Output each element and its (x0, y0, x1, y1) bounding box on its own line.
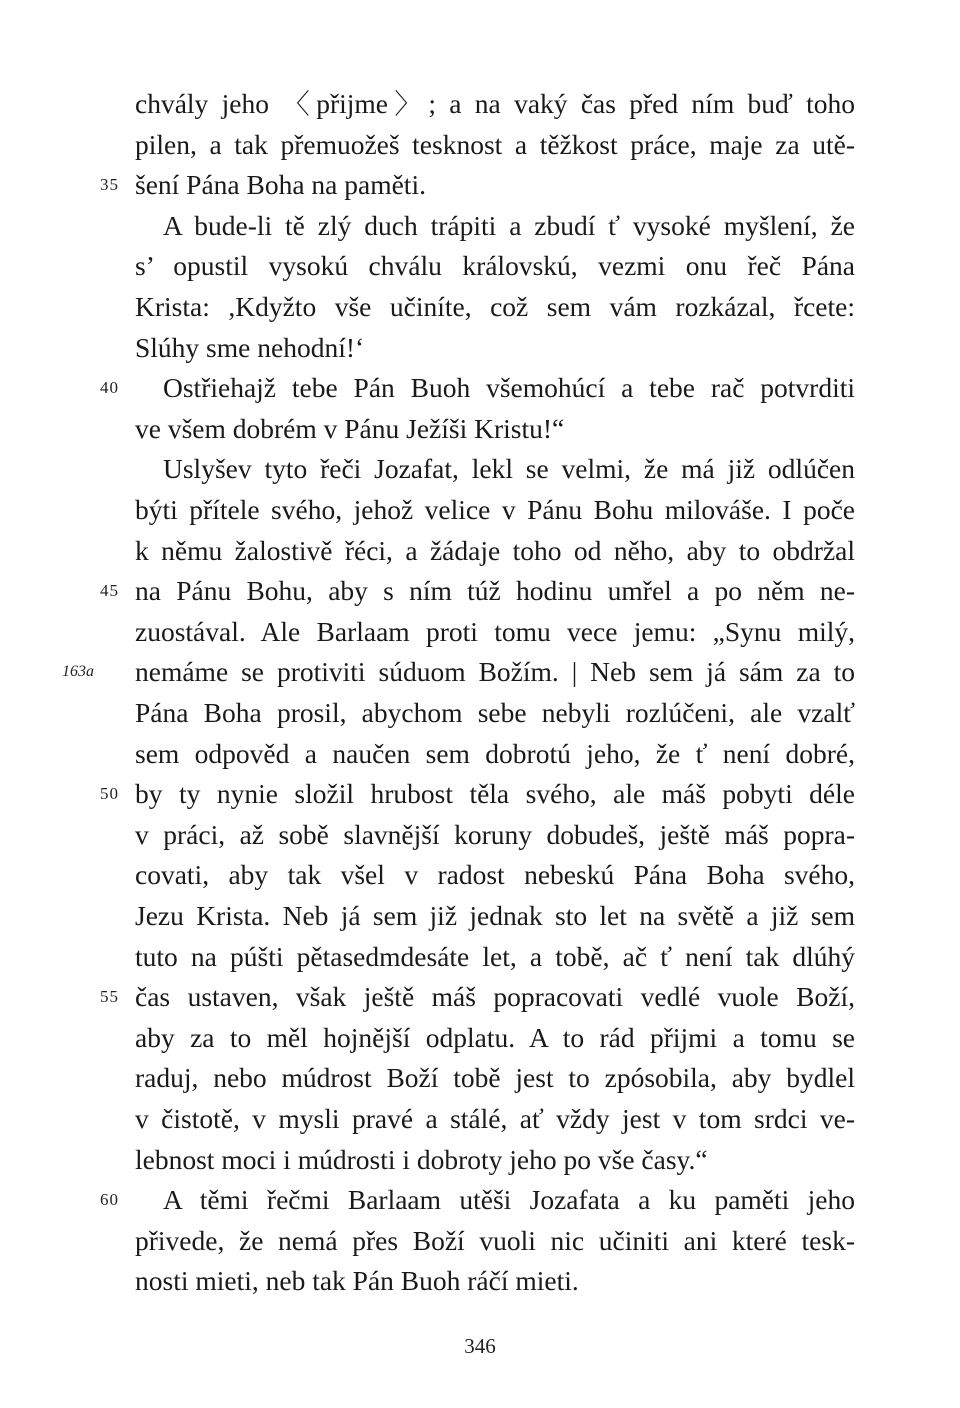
text-line: zuostával. Ale Barlaam proti tomu vece jemu: „Synu milý, (135, 615, 855, 647)
text-line: chvály jeho 〈přijme〉; a na vaký čas před ním buď toho (135, 88, 855, 119)
text-line: A těmi řečmi Barlaam utěši Jozafata a ku paměti jeho (163, 1184, 855, 1216)
text-line: býti přítele svého, jehož velice v Pánu Bohu milováše. I poče (135, 494, 855, 525)
text-line: by ty nynie složil hrubost těla svého, ale máš pobyti déle (135, 778, 855, 810)
line-number: 35 (100, 175, 119, 195)
text-line: ve všem dobrém v Pánu Ježíši Kristu!“ (135, 412, 565, 444)
text-line: raduj, nebo múdrost Boží tobě jest to zpósobila, aby bydlel (135, 1062, 855, 1094)
text-line: Pána Boha prosil, abychom sebe nebyli rozlúčeni, ale vzalť (135, 697, 855, 728)
line-number: 50 (100, 784, 119, 804)
text-line: čas ustaven, však ještě máš popracovati vedlé vuole Boží, (135, 981, 855, 1013)
margin-folio-reference: 163a (62, 663, 94, 681)
text-line: v práci, až sobě slavnější koruny dobudeš, ještě máš popra- (135, 818, 855, 850)
line-number: 55 (100, 987, 119, 1007)
page-number: 346 (464, 1334, 496, 1358)
text-line: na Pánu Bohu, aby s ním túž hodinu umřel a po něm ne- (135, 575, 855, 607)
text-line: tuto na púšti pětasedmdesáte let, a tobě, ač ť není tak dlúhý (135, 940, 855, 972)
text-line: sem odpověd a naučen sem dobrotú jeho, že ť není dobré, (135, 737, 855, 769)
text-line: šení Pána Boha na paměti. (135, 169, 426, 201)
text-line: nosti mieti, neb tak Pán Buoh ráčí mieti. (135, 1265, 579, 1297)
text-line: nemáme se protiviti súduom Božím. | Neb sem já sám za to (135, 656, 855, 688)
text-line: Krista: ,Kdyžto vše učiníte, což sem vám rozkázal, řcete: (135, 291, 855, 322)
text-line: Ostřiehajž tebe Pán Buoh všemohúcí a tebe rač potvrditi (163, 372, 855, 404)
text-line: Uslyšev tyto řeči Jozafat, lekl se velmi, že má již odlúčen (163, 453, 855, 485)
line-number: 60 (100, 1190, 119, 1210)
text-line: Jezu Krista. Neb já sem již jednak sto let na světě a již sem (135, 900, 855, 931)
text-line: pilen, a tak přemuožeš tesknost a těžkost práce, maje za utě- (135, 128, 855, 160)
text-line: k němu žalostivě řéci, a žádaje toho od něho, aby to obdržal (135, 534, 855, 566)
text-line: Slúhy sme nehodní!‘ (135, 331, 365, 363)
text-line: přivede, že nemá přes Boží vuoli nic učiniti ani které tesk- (135, 1224, 855, 1256)
text-line: aby za to měl hojnější odplatu. A to rád přijmi a tomu se (135, 1021, 855, 1053)
text-line: A bude-li tě zlý duch trápiti a zbudí ť vysoké myšlení, že (163, 209, 855, 241)
line-number: 40 (100, 378, 119, 398)
text-line: s’ opustil vysokú chválu královskú, vezmi onu řeč Pána (135, 250, 855, 282)
text-line: v čistotě, v mysli pravé a stálé, ať vždy jest v tom srdci ve- (135, 1103, 855, 1134)
line-number: 45 (100, 581, 119, 601)
text-line: covati, aby tak všel v radost nebeskú Pána Boha svého, (135, 859, 855, 891)
text-line: lebnost moci i múdrosti i dobroty jeho po vše časy.“ (135, 1143, 708, 1175)
